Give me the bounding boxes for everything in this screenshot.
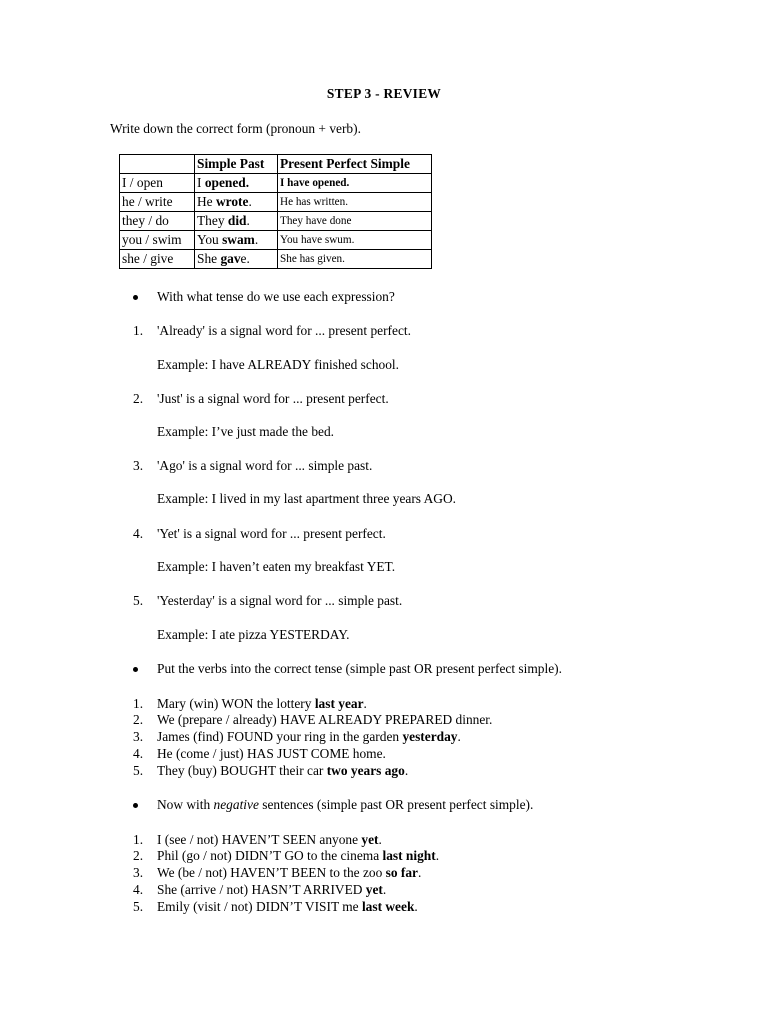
list-number: 2. (133, 848, 144, 863)
list-number: 1. (133, 323, 144, 338)
simple-past-cell: I opened. (195, 174, 278, 193)
section3-heading: Now with negative sentences (simple past OR present perfect simple). (157, 797, 534, 812)
list-number: 4. (133, 746, 144, 761)
list-item: They (buy) BOUGHT their car two years ago. (157, 763, 409, 778)
pronoun-verb-cell: she / give (120, 250, 195, 269)
table-row (120, 174, 432, 193)
bullet-icon (133, 295, 138, 300)
list-number: 4. (133, 882, 144, 897)
list-number: 4. (133, 526, 144, 541)
list-item: We (prepare / already) HAVE ALREADY PREPARED dinner. (157, 712, 493, 727)
list-item: 'Yesterday' is a signal word for ... simple past. (157, 593, 403, 608)
present-perfect-cell: They have done (278, 212, 432, 231)
list-number: 3. (133, 458, 144, 473)
list-item: Mary (win) WON the lottery last year. (157, 696, 367, 711)
table-row (120, 193, 432, 212)
table-row (120, 231, 432, 250)
table-header-cell (120, 155, 195, 174)
list-item: Phil (go / not) DIDN’T GO to the cinema last night. (157, 848, 440, 863)
pronoun-verb-cell: you / swim (120, 231, 195, 250)
list-item: 'Just' is a signal word for ... present perfect. (157, 391, 389, 406)
present-perfect-cell: He has written. (278, 193, 432, 212)
table-header-cell: Present Perfect Simple (278, 155, 432, 174)
instruction-text: Write down the correct form (pronoun + verb). (110, 121, 361, 136)
simple-past-cell: She gave. (195, 250, 278, 269)
simple-past-cell: They did. (195, 212, 278, 231)
list-number: 1. (133, 832, 144, 847)
simple-past-cell: You swam. (195, 231, 278, 250)
list-number: 1. (133, 696, 144, 711)
list-number: 5. (133, 593, 144, 608)
list-item: We (be / not) HAVEN’T BEEN to the zoo so far. (157, 865, 422, 880)
list-item: 'Ago' is a signal word for ... simple past. (157, 458, 373, 473)
verb-forms-table (119, 154, 432, 269)
list-number: 3. (133, 729, 144, 744)
list-number: 5. (133, 763, 144, 778)
present-perfect-cell: She has given. (278, 250, 432, 269)
present-perfect-cell: I have opened. (278, 174, 432, 193)
section1-heading: With what tense do we use each expression? (157, 289, 395, 304)
list-item: She (arrive / not) HASN’T ARRIVED yet. (157, 882, 387, 897)
list-item: 'Already' is a signal word for ... present perfect. (157, 323, 411, 338)
list-item: James (find) FOUND your ring in the garden yesterday. (157, 729, 461, 744)
example-text: Example: I ate pizza YESTERDAY. (157, 627, 350, 642)
list-number: 2. (133, 391, 144, 406)
list-item: 'Yet' is a signal word for ... present perfect. (157, 526, 386, 541)
bullet-icon (133, 803, 138, 808)
bullet-icon (133, 667, 138, 672)
table-header-cell: Simple Past (195, 155, 278, 174)
list-number: 5. (133, 899, 144, 914)
example-text: Example: I haven’t eaten my breakfast YET. (157, 559, 396, 574)
table-header-row (120, 155, 432, 174)
table-row (120, 250, 432, 269)
simple-past-cell: He wrote. (195, 193, 278, 212)
example-text: Example: I lived in my last apartment three years AGO. (157, 491, 456, 506)
example-text: Example: I have ALREADY finished school. (157, 357, 399, 372)
page-title: STEP 3 - REVIEW (326, 86, 442, 101)
list-item: I (see / not) HAVEN’T SEEN anyone yet. (157, 832, 382, 847)
pronoun-verb-cell: he / write (120, 193, 195, 212)
list-item: He (come / just) HAS JUST COME home. (157, 746, 386, 761)
list-number: 3. (133, 865, 144, 880)
pronoun-verb-cell: I / open (120, 174, 195, 193)
table-row (120, 212, 432, 231)
present-perfect-cell: You have swum. (278, 231, 432, 250)
pronoun-verb-cell: they / do (120, 212, 195, 231)
section2-heading: Put the verbs into the correct tense (simple past OR present perfect simple). (157, 661, 562, 676)
list-number: 2. (133, 712, 144, 727)
example-text: Example: I’ve just made the bed. (157, 424, 334, 439)
list-item: Emily (visit / not) DIDN’T VISIT me last week. (157, 899, 418, 914)
